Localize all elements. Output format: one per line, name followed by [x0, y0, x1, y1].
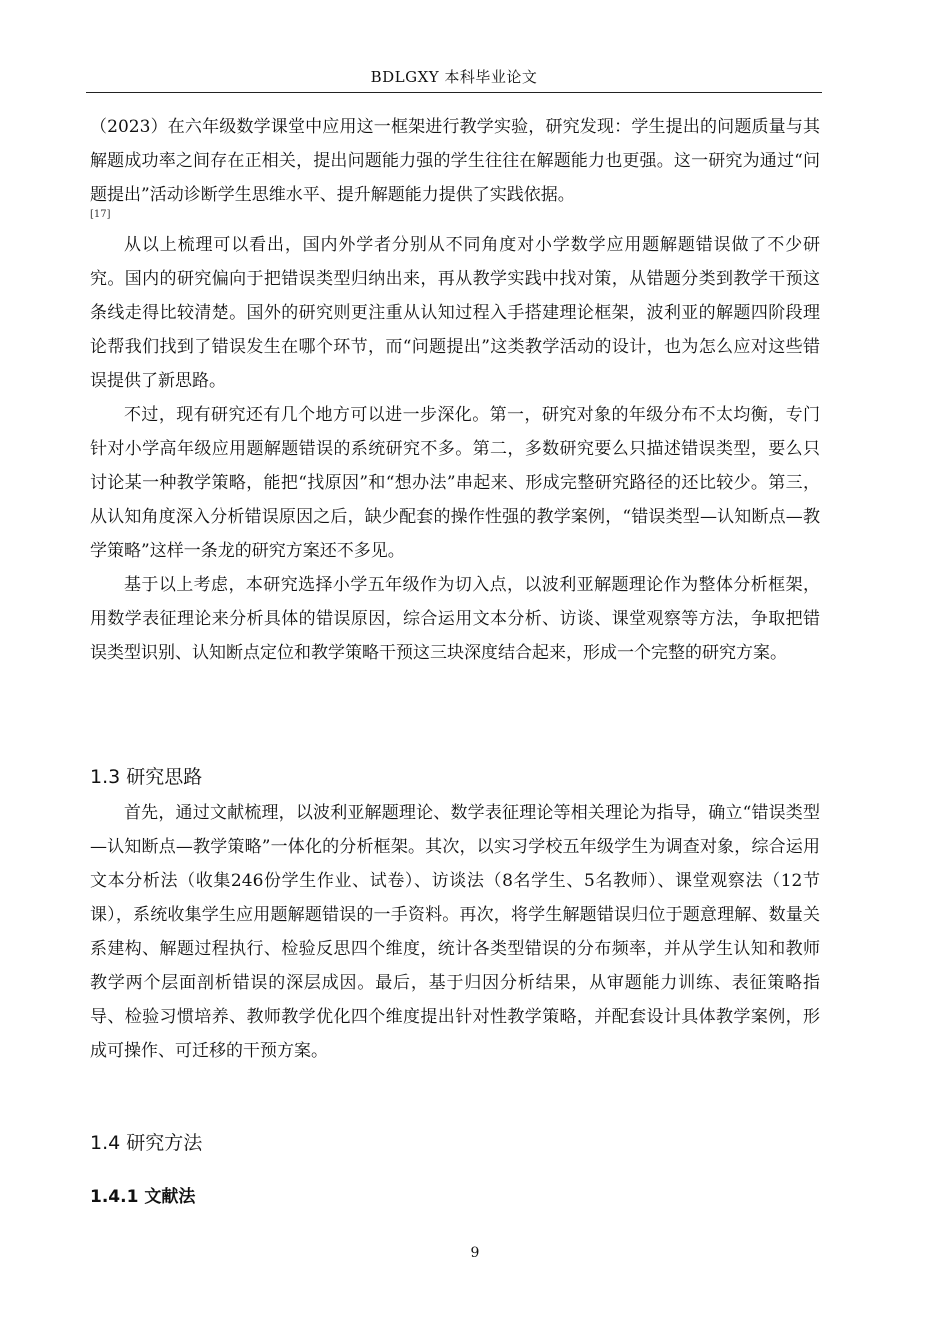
page-number: 9: [470, 1245, 480, 1261]
section-1-4-heading: 1.4 研究方法: [90, 1132, 203, 1154]
paragraph-4: 基于以上考虑，本研究选择小学五年级作为切入点，以波利亚解题理论作为整体分析框架，用数学表征理论来分析具体的错误原因，综合运用文本分析、访谈、课堂观察等方法，争取把错误类型识别、认知断点定位和教学策略干预这三块深度结合起来，形成一个完整的研究方案。: [90, 575, 820, 663]
section-1-3-body: [90, 796, 820, 1068]
paragraph-2: 从以上梳理可以看出，国内外学者分别从不同角度对小学数学应用题解题错误做了不少研究。国内的研究偏向于把错误类型归纳出来，再从教学实践中找对策，从错题分类到教学干预这条线走得比较清楚。国外的研究则更注重从认知过程入手搭建理论框架，波利亚的解题四阶段理论帮我们找到了错误发生在哪个环节，而“问题提出”这类教学活动的设计，也为怎么应对这些错误提供了新思路。: [90, 235, 820, 391]
paragraph-1-text: （2023）在六年级数学课堂中应用这一框架进行教学实验，研究发现：学生提出的问题质量与其解题成功率之间存在正相关，提出问题能力强的学生往往在解题能力也更强。这一研究为通过“问题提出”活动诊断学生思维水平、提升解题能力提供了实践依据。: [90, 117, 820, 205]
citation-17: [17]: [90, 209, 111, 220]
section-1-4-1-heading: 1.4.1 文献法: [90, 1187, 196, 1207]
running-header: BDLGXY 本科毕业论文: [370, 68, 538, 86]
paragraph-1-3: 首先，通过文献梳理，以波利亚解题理论、数学表征理论等相关理论为指导，确立“错误类型—认知断点—教学策略”一体化的分析框架。其次，以实习学校五年级学生为调查对象，综合运用文本分析法（收集246份学生作业、试卷）、访谈法（8名学生、5名教师）、课堂观察法（12节课），系统收集学生应用题解题错误的一手资料。再次，将学生解题错误归位于题意理解、数量关系建构、解题过程执行、检验反思四个维度，统计各类型错误的分布频率，并从学生认知和教师教学两个层面剖析错误的深层成因。最后，基于归因分析结果，从审题能力训练、表征策略指导、检验习惯培养、教师教学优化四个维度提出针对性教学策略，并配套设计具体教学案例，形成可操作、可迁移的干预方案。: [90, 803, 820, 1061]
paragraph-1: [90, 110, 820, 220]
header-rule: [86, 92, 822, 93]
paragraph-3: 不过，现有研究还有几个地方可以进一步深化。第一，研究对象的年级分布不太均衡，专门针对小学高年级应用题解题错误的系统研究不多。第二，多数研究要么只描述错误类型，要么只讨论某一种教学策略，能把“找原因”和“想办法”串起来、形成完整研究路径的还比较少。第三，从认知角度深入分析错误原因之后，缺少配套的操作性强的教学案例，“错误类型—认知断点—教学策略”这样一条龙的研究方案还不多见。: [90, 405, 820, 561]
section-1-3-heading: 1.3 研究思路: [90, 766, 203, 788]
body-text: [90, 110, 820, 670]
